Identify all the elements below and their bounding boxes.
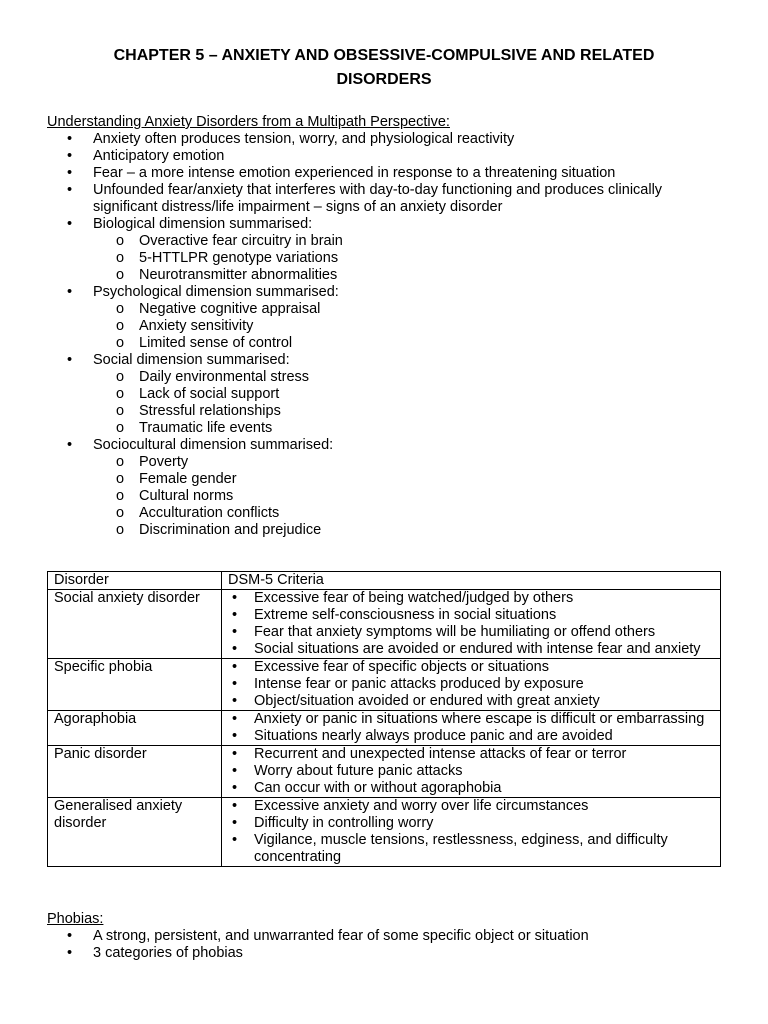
table-row (48, 590, 721, 659)
multipath-section (47, 114, 727, 539)
criteria-list (228, 590, 714, 658)
table-row (48, 746, 721, 798)
criteria-item: • Object/situation avoided or endured with great anxiety (232, 693, 714, 710)
disorder-cell: Panic disorder (48, 746, 222, 798)
list-item-text: Social dimension summarised: (93, 352, 290, 368)
criteria-item: • Excessive fear of being watched/judged by others (232, 590, 714, 607)
table-row (48, 711, 721, 746)
sub-list-item: o Lack of social support (93, 386, 727, 403)
sub-list-item: o 5-HTTLPR genotype variations (93, 250, 727, 267)
criteria-item: • Worry about future panic attacks (232, 763, 714, 780)
criteria-item: • Extreme self-consciousness in social situations (232, 607, 714, 624)
sub-list-item: o Negative cognitive appraisal (93, 301, 727, 318)
criteria-item: • Anxiety or panic in situations where escape is difficult or embarrassing (232, 711, 714, 728)
chapter-title: CHAPTER 5 – ANXIETY AND OBSESSIVE-COMPULSIVE AND RELATED DISORDERS (113, 47, 655, 88)
list-item (47, 352, 727, 437)
criteria-item: • Intense fear or panic attacks produced by exposure (232, 676, 714, 693)
list-item (47, 165, 727, 182)
list-item-text: Sociocultural dimension summarised: (93, 437, 334, 453)
list-item-text: Anticipatory emotion (93, 148, 225, 164)
sub-list-item: o Overactive fear circuitry in brain (93, 233, 727, 250)
criteria-cell (222, 711, 721, 746)
sub-list-item: o Stressful relationships (93, 403, 727, 420)
table-row (48, 659, 721, 711)
disorder-cell: Social anxiety disorder (48, 590, 222, 659)
criteria-cell (222, 798, 721, 867)
criteria-item: • Situations nearly always produce panic and are avoided (232, 728, 714, 745)
list-item (47, 928, 727, 945)
criteria-item: • Social situations are avoided or endured with intense fear and anxiety (232, 641, 714, 658)
criteria-item: • Recurrent and unexpected intense attacks of fear or terror (232, 746, 714, 763)
criteria-item: • Difficulty in controlling worry (232, 815, 714, 832)
sub-list-item: o Neurotransmitter abnormalities (93, 267, 727, 284)
criteria-cell (222, 746, 721, 798)
section-heading: Phobias: (47, 911, 104, 927)
sub-list-item: o Female gender (93, 471, 727, 488)
disorder-cell: Agoraphobia (48, 711, 222, 746)
phobias-section (47, 911, 727, 962)
list-item (47, 284, 727, 352)
section-heading: Understanding Anxiety Disorders from a Multipath Perspective: (47, 114, 450, 130)
sub-list-item: o Daily environmental stress (93, 369, 727, 386)
sub-list-item: o Acculturation conflicts (93, 505, 727, 522)
list-item (47, 131, 727, 148)
sub-list-item: o Poverty (93, 454, 727, 471)
sub-list-item: o Anxiety sensitivity (93, 318, 727, 335)
list-item (47, 148, 727, 165)
list-item-text: Anxiety often produces tension, worry, and physiological reactivity (93, 131, 515, 147)
criteria-item: • Can occur with or without agoraphobia (232, 780, 714, 797)
dsm5-criteria-table (47, 571, 721, 867)
list-item-text: Fear – a more intense emotion experienced in response to a threatening situation (93, 165, 616, 181)
sub-list-item: o Cultural norms (93, 488, 727, 505)
disorder-cell: Generalised anxiety disorder (48, 798, 222, 867)
table-row (48, 798, 721, 867)
sub-list (93, 233, 727, 284)
criteria-item: • Excessive anxiety and worry over life circumstances (232, 798, 714, 815)
list-item-text: Biological dimension summarised: (93, 216, 313, 232)
list-item-text: 3 categories of phobias (93, 945, 243, 961)
table-header-row (48, 572, 721, 590)
column-header: Disorder (48, 572, 222, 590)
bullet-list (47, 131, 727, 539)
list-item-text: A strong, persistent, and unwarranted fear of some specific object or situation (93, 928, 589, 944)
criteria-cell (222, 659, 721, 711)
criteria-list (228, 659, 714, 710)
list-item (47, 945, 727, 962)
criteria-item: • Excessive fear of specific objects or situations (232, 659, 714, 676)
column-header: DSM-5 Criteria (222, 572, 721, 590)
criteria-list (228, 746, 714, 797)
criteria-cell (222, 590, 721, 659)
sub-list-item: o Discrimination and prejudice (93, 522, 727, 539)
sub-list (93, 454, 727, 539)
criteria-list (228, 798, 714, 866)
bullet-list (47, 928, 727, 962)
sub-list-item: o Limited sense of control (93, 335, 727, 352)
disorder-cell: Specific phobia (48, 659, 222, 711)
criteria-item: • Fear that anxiety symptoms will be humiliating or offend others (232, 624, 714, 641)
sub-list-item: o Traumatic life events (93, 420, 727, 437)
list-item (47, 182, 727, 216)
sub-list (93, 301, 727, 352)
criteria-item: • Vigilance, muscle tensions, restlessness, edginess, and difficulty concentrating (232, 832, 714, 866)
sub-list (93, 369, 727, 437)
list-item (47, 216, 727, 284)
list-item-text: Unfounded fear/anxiety that interferes with day-to-day functioning and produces clinically significant distress/life impairment – signs of an anxiety disorder (93, 182, 663, 215)
list-item-text: Psychological dimension summarised: (93, 284, 339, 300)
list-item (47, 437, 727, 539)
criteria-list (228, 711, 714, 745)
